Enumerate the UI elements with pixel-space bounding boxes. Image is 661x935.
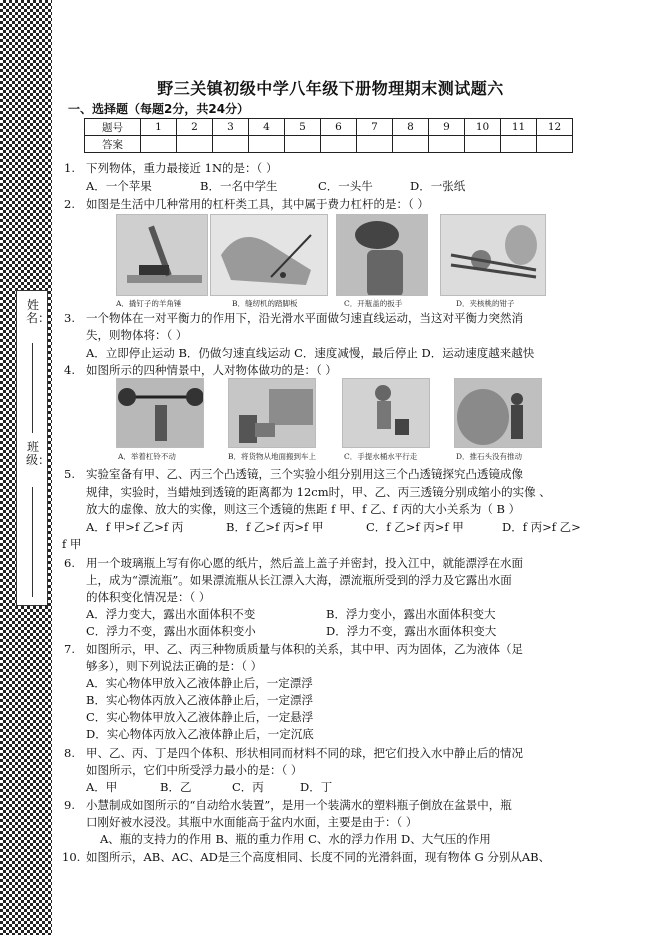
answer-cell[interactable] xyxy=(465,136,501,153)
question-6-line3: 的体积变化情况是：（ ） xyxy=(86,590,211,604)
table-cell: 2 xyxy=(177,119,213,136)
question-number: 6. xyxy=(64,556,75,570)
q1-option-b: B．一名中学生 xyxy=(200,179,278,193)
question-number: 9. xyxy=(64,798,75,812)
question-9-line1: 小慧制成如图所示的“自动给水装置”，是用一个装满水的塑料瓶子倒放在盆景中，瓶 xyxy=(86,798,512,812)
q4-caption-d: D．推石头没有推动 xyxy=(456,452,523,461)
question-5-line3: 放大的虚像、放大的实像，则这三个透镜的焦距 f 甲、f 乙、f 丙的大小关系为（ B ） xyxy=(86,502,521,516)
question-10-line1: 如图所示，AB、AC、AD是三个高度相同、长度不同的光滑斜面，现有物体 G 分别从AB、 xyxy=(86,850,551,864)
q7-option-a: A．实心物体甲放入乙液体静止后，一定漂浮 xyxy=(86,676,313,690)
push-rock-image xyxy=(454,378,542,448)
q1-option-a: A．一个苹果 xyxy=(86,179,152,193)
table-cell: 6 xyxy=(321,119,357,136)
class-label: 班级： xyxy=(26,440,51,467)
sewing-pedal-image xyxy=(210,214,328,296)
question-8-line2: 如图所示，它们中所受浮力最小的是：（ ） xyxy=(86,763,303,777)
section-heading: 一、选择题（每题2分，共24分） xyxy=(68,102,250,116)
question-7-line2: 够多），则下列说法正确的是：（ ） xyxy=(86,659,263,673)
q4-caption-c: C．手提水桶水平行走 xyxy=(344,452,418,461)
answer-cell[interactable] xyxy=(141,136,177,153)
q8-option-c: C．丙 xyxy=(232,780,264,794)
question-5-line2: 规律，实验时，当蜡烛到透镜的距离都为 12cm时，甲、乙、丙三透镜分别成缩小的实像 、 xyxy=(86,485,551,499)
question-number: 8. xyxy=(64,746,75,760)
table-cell: 9 xyxy=(429,119,465,136)
answer-table xyxy=(84,118,573,153)
q6-option-a: A．浮力变大，露出水面体积不变 xyxy=(86,607,256,621)
q4-caption-a: A．举着杠铃不动 xyxy=(118,452,176,461)
question-2-text: 如图是生活中几种常用的杠杆类工具，其中属于费力杠杆的是：（ ） xyxy=(86,197,429,211)
question-6-line1: 用一个玻璃瓶上写有你心愿的纸片，然后盖上盖子并密封，投入江中，就能漂浮在水面 xyxy=(86,556,523,570)
page-title: 野三关镇初级中学八年级下册物理期末测试题六 xyxy=(157,79,504,98)
q5-option-b: B．f 乙>f 丙>f 甲 xyxy=(226,520,324,534)
bottle-opener-image xyxy=(336,214,428,296)
table-header-label: 题号 xyxy=(85,119,141,136)
q5-option-a: A．f 甲>f 乙>f 丙 xyxy=(86,520,184,534)
q3-options: A．立即停止运动 B．仍做匀速直线运动 C．速度减慢，最后停止 D．运动速度越来越快 xyxy=(86,346,535,360)
answer-cell[interactable] xyxy=(357,136,393,153)
table-cell: 10 xyxy=(465,119,501,136)
answer-cell[interactable] xyxy=(501,136,537,153)
question-5-line1: 实验室备有甲、乙、丙三个凸透镜，三个实验小组分别用这三个凸透镜探究凸透镜成像 xyxy=(86,467,523,481)
question-1-text: 下列物体，重力最接近 1N的是：（ ） xyxy=(86,161,278,175)
q9-options: A、瓶的支持力的作用 B、瓶的重力作用 C、水的浮力作用 D、大气压的作用 xyxy=(100,832,491,846)
table-row-numbers xyxy=(85,119,573,136)
question-8-line1: 甲、乙、丙、丁是四个体积、形状相同而材料不同的球，把它们投入水中静止后的情况 xyxy=(86,746,523,760)
q7-option-c: C．实心物体甲放入乙液体静止后，一定悬浮 xyxy=(86,710,314,724)
nutcracker-image xyxy=(440,214,546,296)
loading-cargo-image xyxy=(228,378,316,448)
answer-cell[interactable] xyxy=(177,136,213,153)
answer-cell[interactable] xyxy=(213,136,249,153)
table-cell: 4 xyxy=(249,119,285,136)
answer-cell[interactable] xyxy=(393,136,429,153)
q1-option-d: D．一张纸 xyxy=(410,179,466,193)
answer-cell[interactable] xyxy=(537,136,573,153)
table-row-answers xyxy=(85,136,573,153)
name-line xyxy=(32,343,33,433)
answer-cell[interactable] xyxy=(285,136,321,153)
q1-option-c: C．一头牛 xyxy=(318,179,373,193)
q6-option-d: D．浮力不变，露出水面体积变大 xyxy=(326,624,497,638)
q4-caption-b: B．将货物从地面搬到车上 xyxy=(228,452,317,461)
q5-option-d-tail: f 甲 xyxy=(62,537,82,551)
question-number: 2. xyxy=(64,197,75,211)
q7-option-d: D．实心物体丙放入乙液体静止后，一定沉底 xyxy=(86,727,314,741)
question-number: 3. xyxy=(64,311,75,325)
answer-cell[interactable] xyxy=(321,136,357,153)
name-label: 姓名： xyxy=(26,298,51,325)
question-number: 10. xyxy=(62,850,81,864)
q6-option-c: C．浮力不变，露出水面体积变小 xyxy=(86,624,256,638)
table-cell: 7 xyxy=(357,119,393,136)
table-answer-label: 答案 xyxy=(85,136,141,153)
question-9-line2: 口刚好被水浸没。其瓶中水面能高于盆内水面，主要是由于：（ ） xyxy=(86,815,418,829)
table-cell: 12 xyxy=(537,119,573,136)
question-number: 4. xyxy=(64,363,75,377)
question-4-text: 如图所示的四种情景中，人对物体做功的是：（ ） xyxy=(86,363,337,377)
hammer-image xyxy=(116,214,208,296)
class-line xyxy=(32,487,33,597)
table-cell: 11 xyxy=(501,119,537,136)
q2-caption-c: C．开瓶盖的扳手 xyxy=(344,299,403,308)
q2-caption-b: B．缝纫机的踏脚板 xyxy=(232,299,298,308)
q2-caption-d: D．夹核桃的钳子 xyxy=(456,299,515,308)
q8-option-b: B．乙 xyxy=(160,780,192,794)
question-number: 5. xyxy=(64,467,75,481)
table-cell: 1 xyxy=(141,119,177,136)
question-number: 1. xyxy=(64,161,75,175)
table-cell: 5 xyxy=(285,119,321,136)
q6-option-b: B．浮力变小，露出水面体积变大 xyxy=(326,607,496,621)
q5-option-d: D．f 丙>f 乙> xyxy=(502,520,581,534)
weightlifter-image xyxy=(116,378,204,448)
q5-option-c: C．f 乙>f 丙>f 甲 xyxy=(366,520,464,534)
table-cell: 8 xyxy=(393,119,429,136)
question-3-line2: 失，则物体将：（ ） xyxy=(86,328,188,342)
question-7-line1: 如图所示，甲、乙、丙三种物质质量与体积的关系，其中甲、丙为固体，乙为液体（足 xyxy=(86,642,523,656)
bucket-carry-image xyxy=(342,378,430,448)
question-number: 7. xyxy=(64,642,75,656)
q8-option-a: A．甲 xyxy=(86,780,118,794)
answer-cell[interactable] xyxy=(429,136,465,153)
answer-cell[interactable] xyxy=(249,136,285,153)
question-6-line2: 上，成为“漂流瓶”。如果漂流瓶从长江漂入大海，漂流瓶所受到的浮力及它露出水面 xyxy=(86,573,512,587)
question-3-line1: 一个物体在一对平衡力的作用下，沿光滑水平面做匀速直线运动，当这对平衡力突然消 xyxy=(86,311,523,325)
student-info-box xyxy=(16,290,51,606)
table-cell: 3 xyxy=(213,119,249,136)
q7-option-b: B．实心物体丙放入乙液体静止后，一定漂浮 xyxy=(86,693,313,707)
q2-caption-a: A．撬钉子的羊角锤 xyxy=(116,299,182,308)
q8-option-d: D．丁 xyxy=(300,780,333,794)
